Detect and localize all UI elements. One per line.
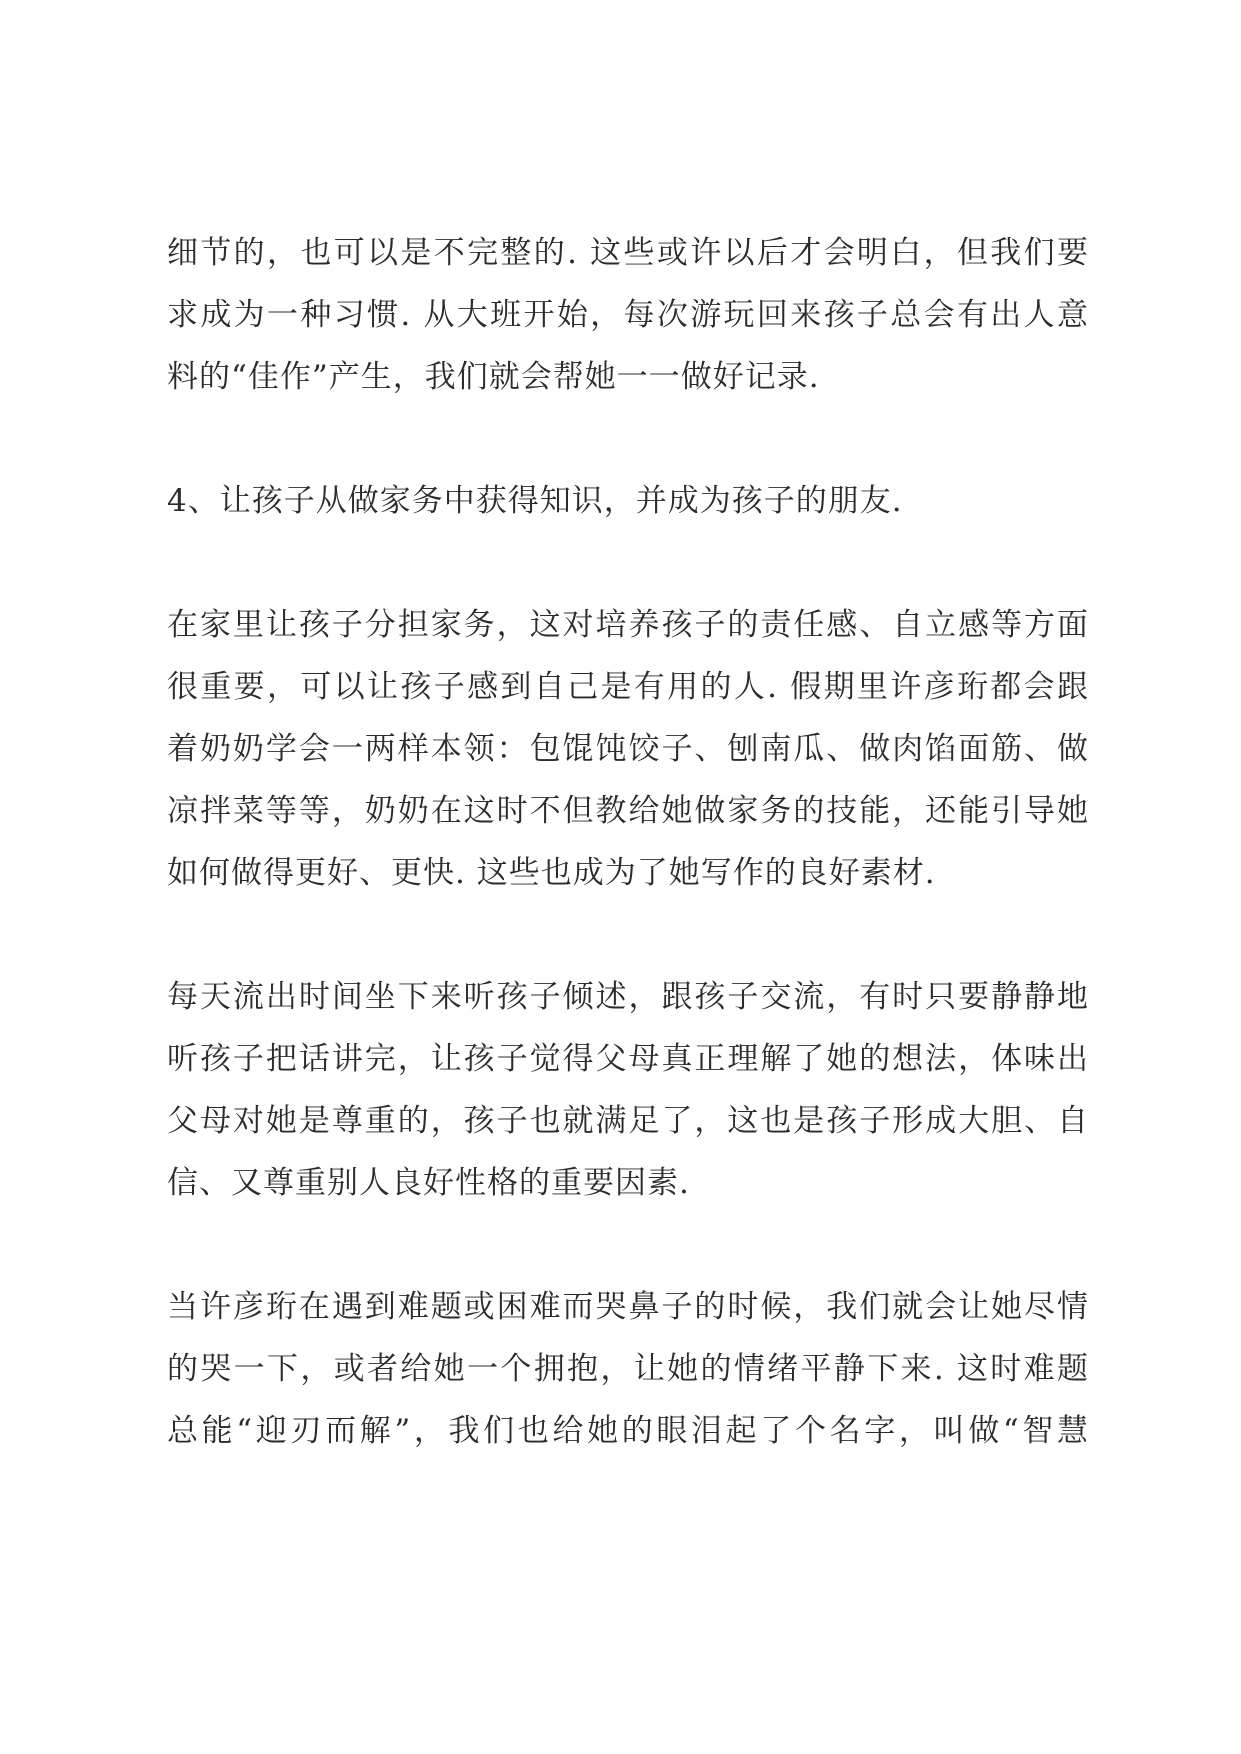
text-line: 听孩子把话讲完，让孩子觉得父母真正理解了她的想法，体味出 bbox=[167, 1041, 1089, 1077]
paragraph-heading-4 bbox=[167, 470, 1089, 532]
document-body bbox=[167, 222, 1089, 1462]
text-line: 如何做得更好、更快. 这些也成为了她写作的良好素材. bbox=[167, 855, 936, 891]
paragraph-2 bbox=[167, 594, 1089, 904]
text-line: 求成为一种习惯. 从大班开始，每次游玩回来孩子总会有出人意 bbox=[167, 297, 1089, 333]
text-line: 在家里让孩子分担家务，这对培养孩子的责任感、自立感等方面 bbox=[167, 607, 1089, 643]
paragraph-spacer bbox=[167, 904, 1089, 966]
text-line: 当许彦珩在遇到难题或困难而哭鼻子的时候，我们就会让她尽情 bbox=[167, 1289, 1089, 1325]
text-line: 父母对她是尊重的，孩子也就满足了，这也是孩子形成大胆、自 bbox=[167, 1103, 1089, 1139]
paragraph-4 bbox=[167, 1276, 1089, 1462]
text-line: 着奶奶学会一两样本领：包馄饨饺子、刨南瓜、做肉馅面筋、做 bbox=[167, 731, 1089, 767]
text-line: 总能“迎刃而解”，我们也给她的眼泪起了个名字，叫做“智慧 bbox=[167, 1413, 1089, 1449]
text-line: 每天流出时间坐下来听孩子倾述，跟孩子交流，有时只要静静地 bbox=[167, 979, 1089, 1015]
paragraph-1 bbox=[167, 222, 1089, 408]
text-line: 细节的，也可以是不完整的. 这些或许以后才会明白，但我们要 bbox=[167, 235, 1089, 271]
paragraph-spacer bbox=[167, 408, 1089, 470]
paragraph-spacer bbox=[167, 1214, 1089, 1276]
text-line: 很重要，可以让孩子感到自己是有用的人. 假期里许彦珩都会跟 bbox=[167, 669, 1089, 705]
text-line: 凉拌菜等等，奶奶在这时不但教给她做家务的技能，还能引导她 bbox=[167, 793, 1089, 829]
paragraph-spacer bbox=[167, 532, 1089, 594]
paragraph-3 bbox=[167, 966, 1089, 1214]
text-line: 信、又尊重别人良好性格的重要因素. bbox=[167, 1165, 690, 1201]
section-heading: 4、让孩子从做家务中获得知识，并成为孩子的朋友. bbox=[167, 483, 903, 519]
text-line: 的哭一下，或者给她一个拥抱，让她的情绪平静下来. 这时难题 bbox=[167, 1351, 1089, 1387]
text-line: 料的“佳作”产生，我们就会帮她一一做好记录. bbox=[167, 359, 820, 395]
